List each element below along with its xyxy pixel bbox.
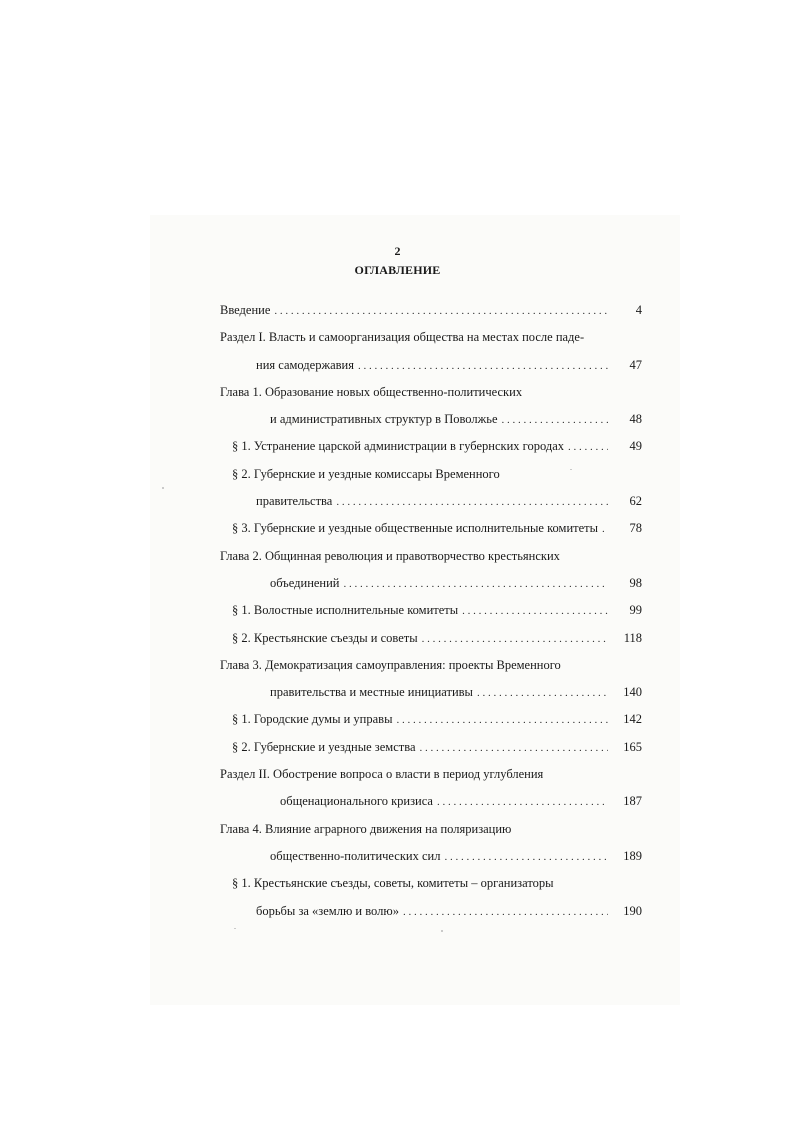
- toc-dot-leader: [344, 571, 608, 598]
- toc-entry: [220, 570, 642, 597]
- toc-page-number: 99: [629, 603, 642, 618]
- toc-entry-text: общенационального кризиса: [280, 794, 433, 809]
- toc-entry: [220, 461, 642, 488]
- toc-page-number: 118: [623, 630, 642, 645]
- toc-entry: [220, 706, 642, 733]
- toc-entry-text: § 1. Крестьянские съезды, советы, комитеты – организаторы: [232, 876, 554, 891]
- toc-entry: [220, 515, 642, 542]
- toc-entry-text: Глава 3. Демократизация самоуправления: проекты Временного: [220, 657, 561, 672]
- toc-entry: [220, 843, 642, 870]
- toc-page-number: 47: [629, 357, 642, 372]
- toc-entry-text: правительства и местные инициативы: [270, 685, 473, 700]
- toc-entry-text: объединений: [270, 575, 340, 590]
- toc-entry-text: § 1. Устранение царской администрации в губернских городах: [232, 439, 565, 454]
- toc-entry-text: борьбы за «землю и волю»: [256, 903, 399, 918]
- toc-entry-text: Глава 1. Образование новых общественно-политических: [220, 384, 523, 399]
- toc-entry: [220, 734, 642, 761]
- toc-entry: [220, 597, 642, 624]
- toc-entry-text: § 1. Городские думы и управы: [232, 712, 393, 727]
- toc-entry: [220, 379, 642, 406]
- toc-entry: [220, 352, 642, 379]
- toc-entry: [220, 625, 642, 652]
- scan-speck: [570, 469, 572, 470]
- toc-page-number: 140: [623, 685, 642, 700]
- toc-dot-leader: [477, 680, 608, 707]
- toc-dot-leader: [462, 598, 608, 625]
- toc-page-number: 4: [635, 303, 642, 317]
- toc-dot-leader: [422, 626, 608, 653]
- toc-page-number: 189: [623, 848, 642, 863]
- toc-dot-leader: [396, 707, 608, 734]
- toc-entry-text: Раздел II. Обострение вопроса о власти в период углубления: [220, 767, 544, 782]
- toc-entry: [220, 297, 642, 324]
- scan-speck: [234, 928, 236, 929]
- toc-page-number: 48: [629, 412, 642, 427]
- toc-entry: [220, 433, 642, 460]
- toc-entry: [220, 406, 642, 433]
- toc-page-number: 187: [623, 794, 642, 809]
- toc-dot-leader: [358, 353, 608, 380]
- toc-entry: [220, 324, 642, 351]
- toc-dot-leader: [437, 789, 608, 816]
- toc-entry: [220, 761, 642, 788]
- toc-entry-text: § 2. Губернские и уездные земства: [232, 739, 416, 754]
- page-number: 2: [394, 244, 401, 258]
- toc-page-number: 49: [629, 439, 642, 454]
- toc-entry-text: Раздел I. Власть и самоорганизация общества на местах после паде-: [220, 330, 585, 345]
- toc-entry-text: § 2. Крестьянские съезды и советы: [232, 630, 418, 645]
- toc-entry-text: Глава 2. Общинная революция и правотворчество крестьянских: [220, 548, 560, 563]
- toc-entry-text: Глава 4. Влияние аграрного движения на поляризацию: [220, 821, 512, 836]
- toc-dot-leader: [274, 298, 608, 325]
- toc-entry-text: § 2. Губернские и уездные комиссары Временного: [232, 466, 500, 481]
- toc-dot-leader: [568, 434, 608, 461]
- page-title: ОГЛАВЛЕНИЕ: [354, 263, 441, 277]
- toc-entry-text: § 3. Губернские и уездные общественные исполнительные комитеты: [232, 521, 599, 536]
- toc-page-number: 165: [623, 739, 642, 754]
- table-of-contents: [220, 297, 642, 925]
- toc-dot-leader: [420, 735, 608, 762]
- toc-entry: [220, 488, 642, 515]
- toc-entry: [220, 816, 642, 843]
- toc-entry: [220, 679, 642, 706]
- toc-entry-text: общественно-политических сил: [270, 848, 441, 863]
- toc-dot-leader: [602, 516, 608, 543]
- toc-entry-text: и административных структур в Поволжье: [270, 412, 498, 427]
- toc-page-number: 62: [629, 494, 642, 509]
- toc-entry-text: ния самодержавия: [256, 357, 354, 372]
- toc-entry-text: Введение: [220, 303, 271, 317]
- toc-page-number: 78: [629, 521, 642, 536]
- toc-page-number: 98: [629, 575, 642, 590]
- toc-page-number: 190: [623, 903, 642, 918]
- toc-entry: [220, 788, 642, 815]
- toc-entry: [220, 870, 642, 897]
- scan-speck: [162, 487, 164, 489]
- toc-entry-text: правительства: [256, 494, 333, 509]
- toc-dot-leader: [403, 899, 608, 926]
- toc-entry: [220, 898, 642, 925]
- toc-entry-text: § 1. Волостные исполнительные комитеты: [232, 603, 459, 618]
- toc-entry: [220, 543, 642, 570]
- toc-dot-leader: [444, 844, 608, 871]
- toc-dot-leader: [336, 489, 608, 516]
- toc-dot-leader: [502, 407, 608, 434]
- toc-entry: [220, 652, 642, 679]
- scan-speck: [441, 930, 443, 932]
- toc-page-number: 142: [623, 712, 642, 727]
